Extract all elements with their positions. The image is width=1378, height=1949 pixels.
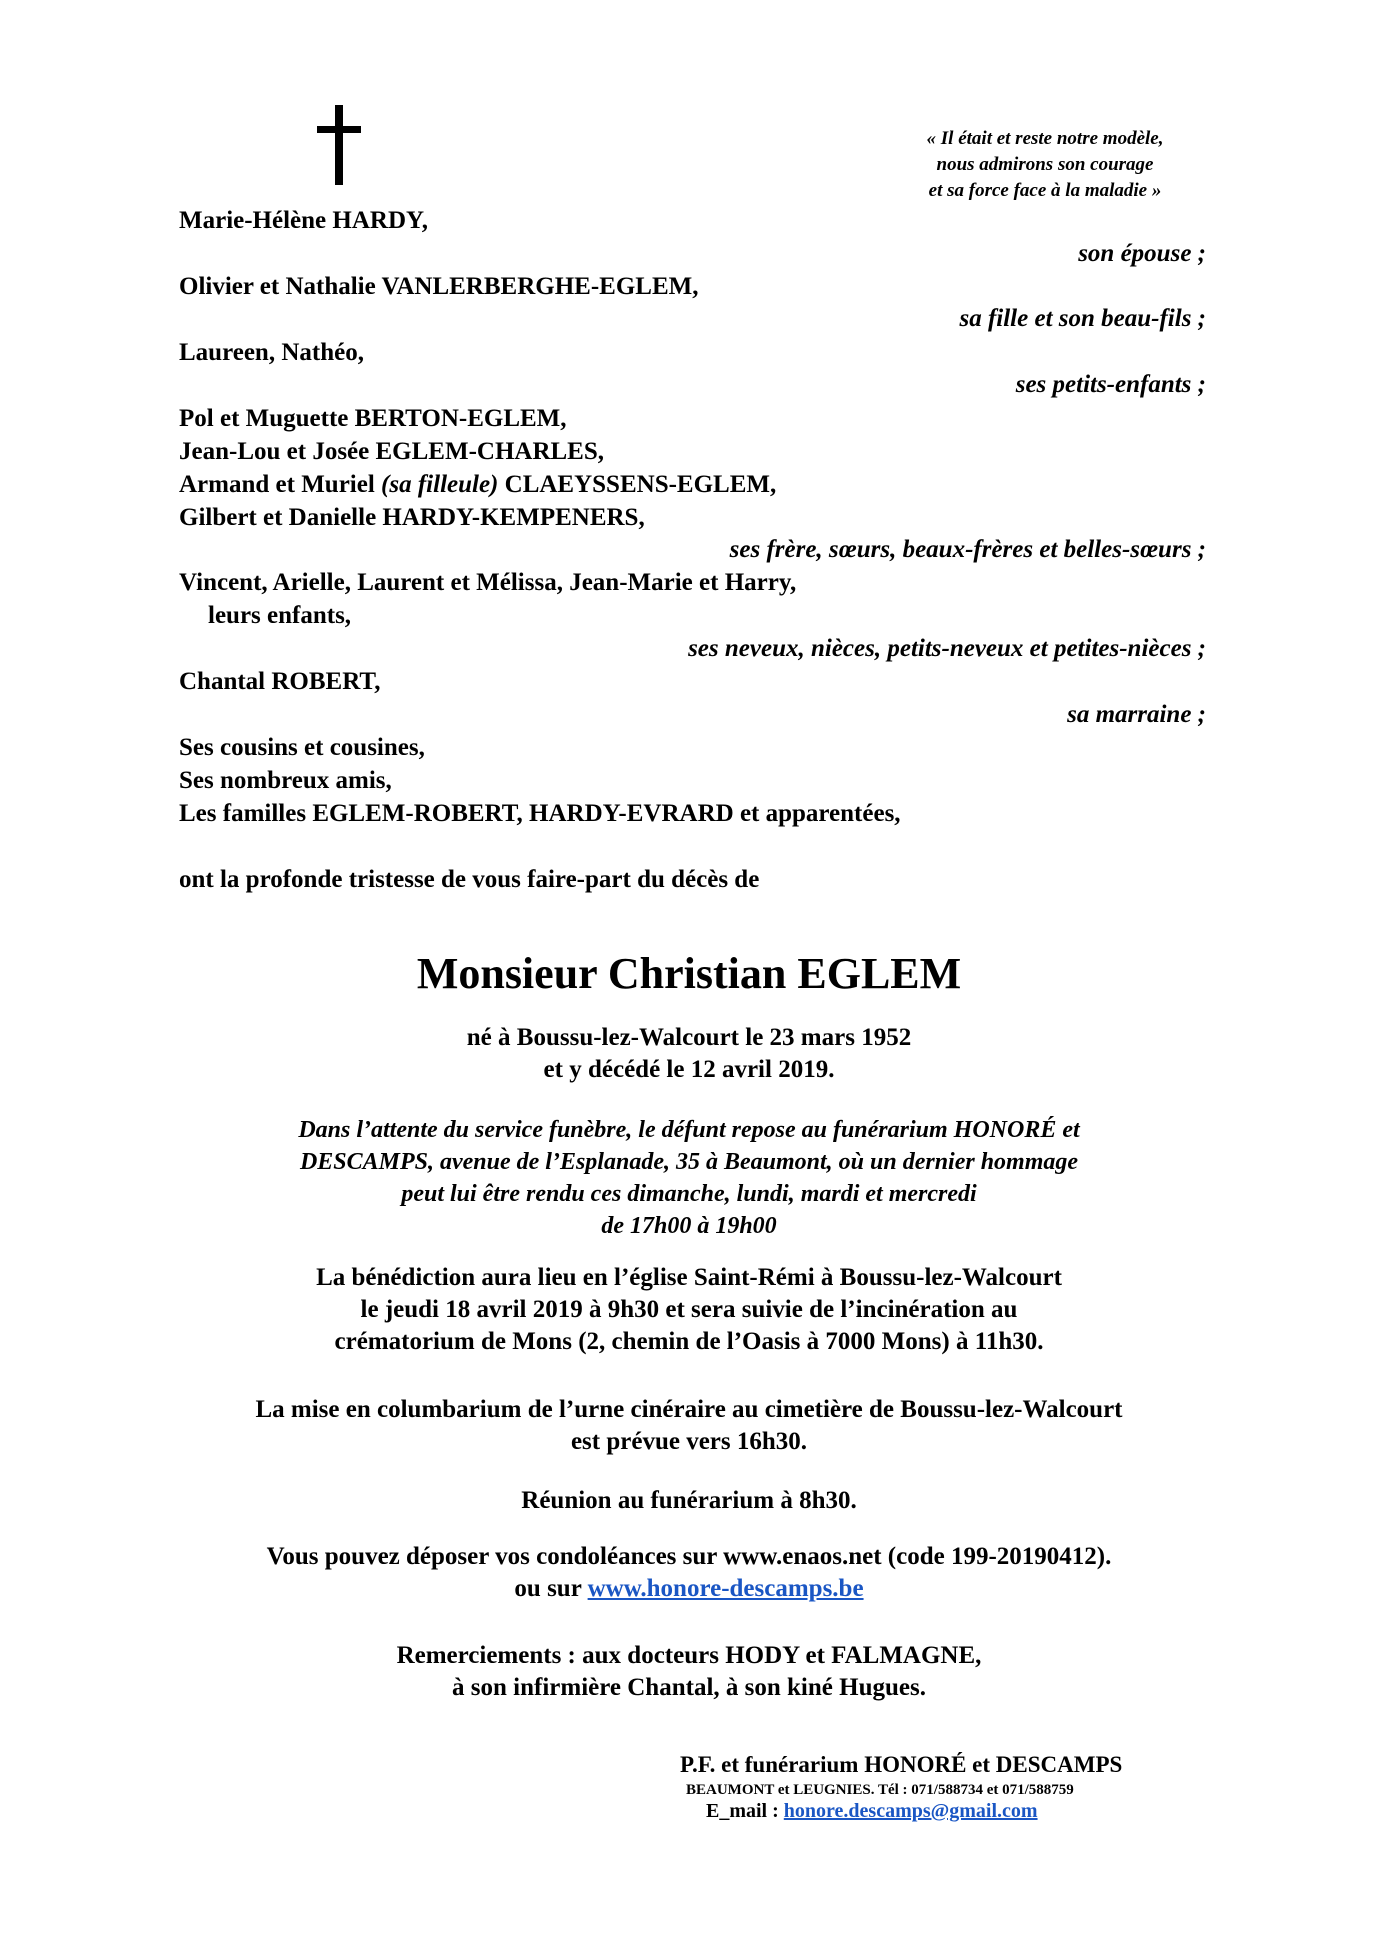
nephews-relation: ses neveux, nièces, petits-neveux et petites-nièces ; xyxy=(688,635,1206,662)
funerarium-line: DESCAMPS, avenue de l’Esplanade, 35 à Beaumont, où un dernier hommage xyxy=(299,1149,1079,1175)
reunion-line: Réunion au funérarium à 8h30. xyxy=(521,1487,857,1514)
thanks-block xyxy=(0,1640,1378,1704)
condolences-block xyxy=(0,1541,1378,1605)
quote-line: « Il était et reste notre modèle, xyxy=(926,128,1164,149)
columbarium-line: est prévue vers 16h30. xyxy=(570,1428,808,1455)
benediction-line: crématorium de Mons (2, chemin de l’Oasis à 7000 Mons) à 11h30. xyxy=(334,1328,1044,1355)
benediction-line: le jeudi 18 avril 2019 à 9h30 et sera suivie de l’incinération au xyxy=(360,1296,1018,1323)
condolences-line: Vous pouvez déposer vos condoléances sur www.enaos.net (code 199-20190412). xyxy=(266,1543,1112,1570)
others-line: Ses nombreux amis, xyxy=(179,767,392,794)
godmother-relation: sa marraine ; xyxy=(1067,701,1206,728)
website-link[interactable]: www.honore-descamps.be xyxy=(587,1575,864,1602)
grandchildren-name: Laureen, Nathéo, xyxy=(179,339,364,366)
others-line: Les familles EGLEM-ROBERT, HARDY-EVRARD et apparentées, xyxy=(179,800,901,827)
quote-line: et sa force face à la maladie » xyxy=(928,180,1162,201)
daughter-name: Olivier et Nathalie VANLERBERGHE-EGLEM, xyxy=(179,273,699,300)
sibling-line xyxy=(179,471,776,499)
nephews-sub: leurs enfants, xyxy=(208,602,352,629)
footer-email-label: E_mail : xyxy=(706,1800,784,1822)
columbarium-line: La mise en columbarium de l’urne cinéraire au cimetière de Boussu-lez-Walcourt xyxy=(255,1396,1123,1423)
others-line: Ses cousins et cousines, xyxy=(179,734,425,761)
nephews-name: Vincent, Arielle, Laurent et Mélissa, Jean-Marie et Harry, xyxy=(179,569,797,596)
spouse-relation: son épouse ; xyxy=(1078,240,1206,267)
funerarium-block xyxy=(0,1114,1378,1242)
thanks-line: Remerciements : aux docteurs HODY et FALMAGNE, xyxy=(396,1642,982,1669)
funerarium-line: peut lui être rendu ces dimanche, lundi, mardi et mercredi xyxy=(401,1181,977,1207)
footer-address: BEAUMONT et LEUGNIES. Tél : 071/588734 et 071/588759 xyxy=(686,1782,1074,1798)
sibling-line: Gilbert et Danielle HARDY-KEMPENERS, xyxy=(179,504,645,531)
siblings-relation: ses frère, sœurs, beaux-frères et belles-sœurs ; xyxy=(729,536,1206,563)
quote xyxy=(875,126,1215,204)
godmother-name: Chantal ROBERT, xyxy=(179,668,381,695)
announcement: ont la profonde tristesse de vous faire-part du décès de xyxy=(179,866,760,893)
funerarium-line: de 17h00 à 19h00 xyxy=(601,1213,777,1239)
footer-company: P.F. et funérarium HONORÉ et DESCAMPS xyxy=(680,1752,1123,1777)
benediction-block xyxy=(0,1262,1378,1358)
benediction-line: La bénédiction aura lieu en l’église Saint-Rémi à Boussu-lez-Walcourt xyxy=(316,1264,1062,1291)
footer-email-line xyxy=(706,1800,1226,1823)
sibling-line: Pol et Muguette BERTON-EGLEM, xyxy=(179,405,567,432)
condolences-prefix: ou sur xyxy=(514,1575,588,1602)
daughter-relation: sa fille et son beau-fils ; xyxy=(959,305,1206,332)
funerarium-line: Dans l’attente du service funèbre, le défunt repose au funérarium HONORÉ et xyxy=(298,1117,1080,1143)
birth-death-block xyxy=(0,1022,1378,1086)
death-line: et y décédé le 12 avril 2019. xyxy=(543,1056,835,1083)
sibling3-pre: Armand et Muriel xyxy=(179,471,382,498)
columbarium-block xyxy=(0,1394,1378,1458)
thanks-line: à son infirmière Chantal, à son kiné Hugues. xyxy=(452,1674,926,1701)
cross-icon xyxy=(317,105,361,185)
spouse-name: Marie-Hélène HARDY, xyxy=(179,207,429,234)
deceased-name: Monsieur Christian EGLEM xyxy=(416,949,962,998)
sibling3-post: CLAEYSSENS-EGLEM, xyxy=(498,471,777,498)
sibling3-goddaughter: (sa filleule) xyxy=(381,471,499,498)
sibling-line: Jean-Lou et Josée EGLEM-CHARLES, xyxy=(179,438,604,465)
grandchildren-relation: ses petits-enfants ; xyxy=(1015,371,1206,398)
condolences-link-line xyxy=(0,1573,1378,1605)
birth-line: né à Boussu-lez-Walcourt le 23 mars 1952 xyxy=(466,1024,912,1051)
quote-line: nous admirons son courage xyxy=(936,154,1154,175)
email-link[interactable]: honore.descamps@gmail.com xyxy=(783,1800,1038,1822)
